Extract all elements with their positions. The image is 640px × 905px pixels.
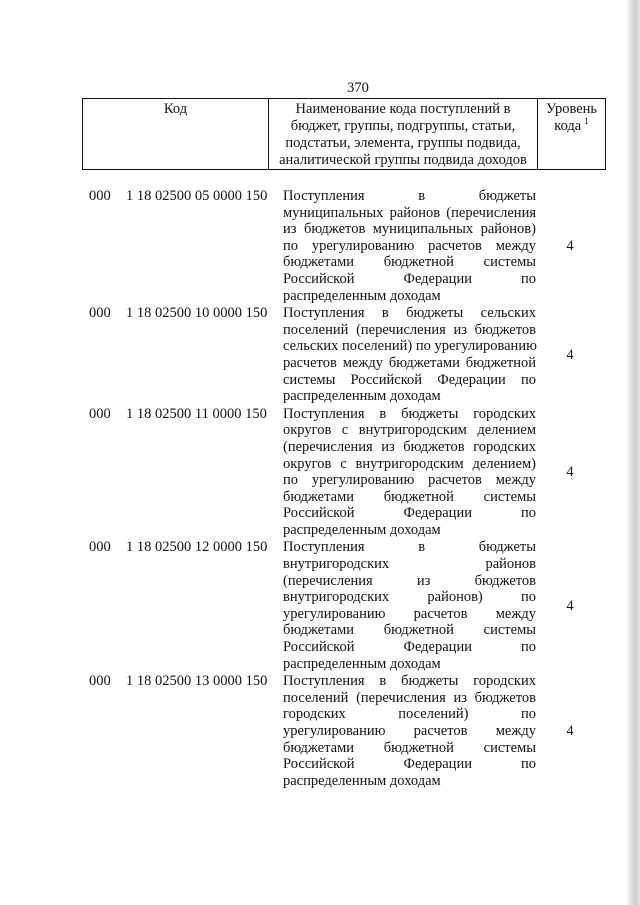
revenue-name-line: Поступления в бюджеты городских xyxy=(283,673,536,690)
revenue-name xyxy=(283,539,536,672)
code-level: 4 xyxy=(566,463,574,480)
header-name-line: бюджет, группы, подгруппы, статьи, xyxy=(290,118,516,134)
admin-code: 000 xyxy=(89,673,111,690)
revenue-name-line: из бюджетов муниципальных районов) xyxy=(283,221,536,238)
revenue-name-line: Поступления в бюджеты xyxy=(283,188,536,204)
table-row xyxy=(0,406,640,540)
table-body xyxy=(0,188,640,790)
revenue-name-line: урегулированию расчетов между xyxy=(283,605,536,622)
table-row xyxy=(0,673,640,790)
revenue-name-line: округов с внутригородским делением) xyxy=(283,455,536,472)
revenue-name-line: расчетов между бюджетами бюджетной xyxy=(283,354,536,371)
revenue-name-line: распределенным доходам xyxy=(283,521,441,538)
revenue-name-line: бюджетами бюджетной системы xyxy=(283,622,536,639)
revenue-code: 1 18 02500 10 0000 150 xyxy=(126,305,268,322)
revenue-name-line: Поступления в бюджеты xyxy=(283,539,536,556)
admin-code: 000 xyxy=(89,188,111,204)
scan-edge-shadow xyxy=(626,0,640,905)
revenue-name-line: распределенным доходам xyxy=(283,772,441,789)
admin-code: 000 xyxy=(89,305,111,322)
revenue-code: 1 18 02500 11 0000 150 xyxy=(126,405,267,422)
revenue-name-line: распределенным доходам xyxy=(283,655,441,672)
table-row xyxy=(0,188,640,305)
revenue-code: 1 18 02500 13 0000 150 xyxy=(126,673,268,690)
revenue-name-line: Российской Федерации по xyxy=(283,270,536,287)
revenue-name-line: по урегулированию расчетов между xyxy=(283,237,536,254)
header-name-line: подстатьи, элемента, группы подвида, xyxy=(285,135,521,151)
revenue-name xyxy=(283,673,536,789)
revenue-name xyxy=(283,305,536,405)
revenue-name xyxy=(283,406,536,539)
header-level-label-line2 xyxy=(538,118,605,135)
code-level-cell xyxy=(536,188,604,304)
header-level-label: Уровень xyxy=(545,101,598,117)
revenue-code: 1 18 02500 12 0000 150 xyxy=(126,539,268,556)
revenue-name-line: урегулированию расчетов между xyxy=(283,723,536,739)
revenue-name-line: округов с внутригородским делением xyxy=(283,422,536,439)
revenue-name-line: распределенным доходам xyxy=(283,388,441,405)
table-header xyxy=(82,98,606,170)
revenue-name-line: Поступления в бюджеты сельских xyxy=(283,305,536,322)
code-level: 4 xyxy=(566,237,574,254)
table-row xyxy=(0,539,640,673)
revenue-name-line: по урегулированию расчетов между xyxy=(283,472,536,489)
revenue-name-line: муниципальных районов (перечисления xyxy=(283,204,536,221)
revenue-name-line: Российской Федерации по xyxy=(283,756,536,773)
revenue-name-line: поселений (перечисления из бюджетов xyxy=(283,321,536,338)
revenue-name-line: системы Российской Федерации по xyxy=(283,371,536,388)
footnote-mark: 1 xyxy=(584,116,589,127)
revenue-name-line: внутригородских районов) по xyxy=(283,589,536,606)
revenue-name xyxy=(283,188,536,304)
revenue-name-line: распределенным доходам xyxy=(283,287,441,304)
admin-code: 000 xyxy=(89,539,111,556)
revenue-name-line: Российской Федерации по xyxy=(283,639,536,656)
code-level: 4 xyxy=(566,346,574,363)
code-level-cell xyxy=(536,539,604,672)
revenue-name-line: бюджетами бюджетной системы xyxy=(283,739,536,756)
revenue-name-line: сельских поселений) по урегулированию xyxy=(283,338,537,355)
revenue-name-line: поселений (перечисления из бюджетов xyxy=(283,689,536,706)
header-code-label: Код xyxy=(163,101,188,117)
header-name-line: Наименование кода поступлений в xyxy=(295,101,511,117)
table-row xyxy=(0,305,640,406)
revenue-code: 1 18 02500 05 0000 150 xyxy=(126,188,268,204)
revenue-name-line: бюджетами бюджетной системы xyxy=(283,254,536,271)
code-level: 4 xyxy=(566,597,574,614)
code-level-cell xyxy=(536,673,604,789)
revenue-name-line: (перечисления из бюджетов xyxy=(283,572,536,589)
code-level-cell xyxy=(536,305,604,405)
code-level-cell xyxy=(536,406,604,539)
header-code-cell xyxy=(83,99,269,169)
header-name-cell xyxy=(269,99,538,169)
header-name-line: аналитической группы подвида доходов xyxy=(279,152,527,168)
revenue-name-line: Российской Федерации по xyxy=(283,505,536,522)
revenue-name-line: Поступления в бюджеты городских xyxy=(283,405,536,422)
code-level: 4 xyxy=(566,723,574,739)
admin-code: 000 xyxy=(89,405,111,422)
revenue-name-line: городских поселений) по xyxy=(283,706,536,723)
revenue-name-line: бюджетами бюджетной системы xyxy=(283,488,536,505)
header-level-label-text: кода xyxy=(554,118,582,134)
page-number: 370 xyxy=(347,80,369,96)
revenue-name-line: (перечисления из бюджетов городских xyxy=(283,438,536,455)
header-level-cell xyxy=(538,99,605,169)
revenue-name-line: внутригородских районов xyxy=(283,556,536,573)
